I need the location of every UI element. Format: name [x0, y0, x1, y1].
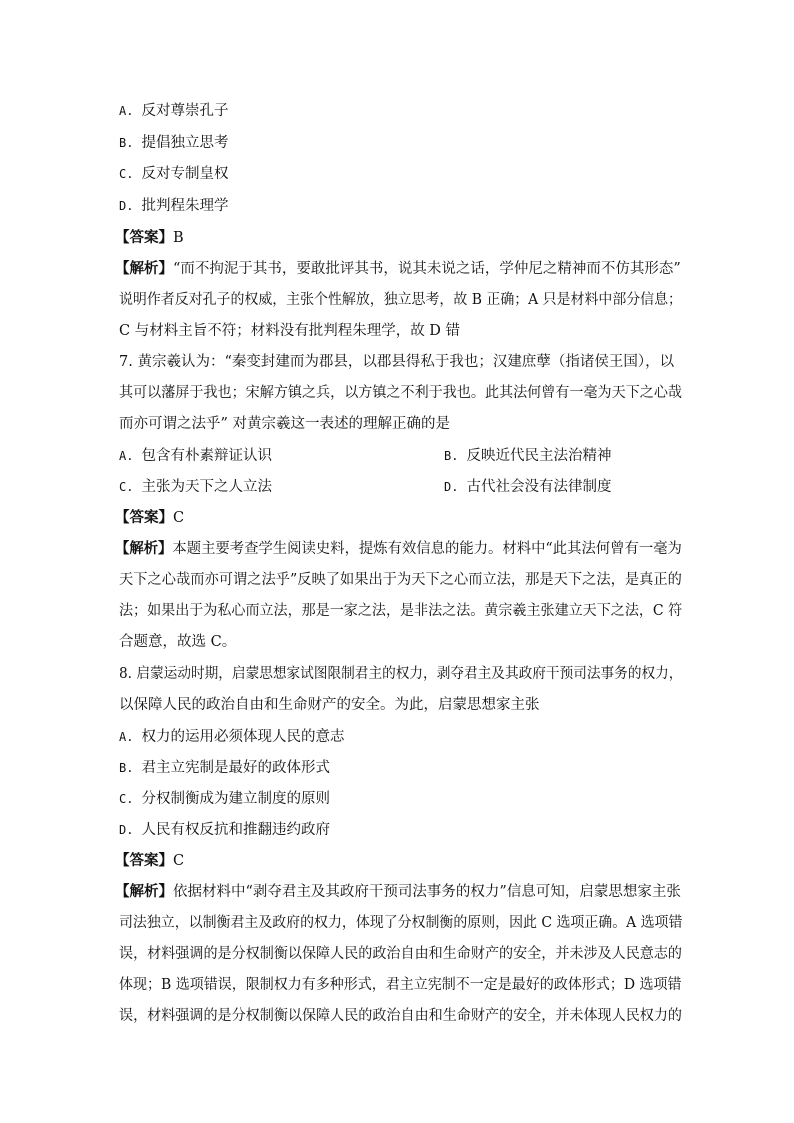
option-text: 分权制衡成为建立制度的原则 [141, 791, 330, 807]
q8-analysis-line-4: 体现；B 选项错误，限制权力有多种形式，君主立宪制不一定是最好的政体形式；D 选项错 [119, 977, 682, 993]
option-text: 包含有朴素辩证认识 [141, 448, 272, 464]
answer-tag: 【答案】 [115, 229, 173, 246]
option-label: C. [119, 167, 134, 181]
q8-option-a [119, 727, 344, 747]
q8-option-c [119, 789, 330, 809]
answer-tag: 【答案】 [115, 509, 173, 526]
option-label: D. [119, 823, 134, 837]
option-text: 古代社会没有法律制度 [466, 479, 612, 495]
option-text: 反对尊崇孔子 [141, 103, 229, 119]
q8-analysis-line-1 [115, 882, 681, 902]
q7-analysis-line-3: 法；如果出于为私心而立法，那是一家之法，是非法之法。黄宗羲主张建立天下之法，C 符 [119, 603, 683, 619]
option-label: A. [119, 449, 134, 463]
option-label: B. [444, 449, 459, 463]
option-text: 提倡独立思考 [141, 135, 229, 151]
q7-option-a [119, 446, 272, 466]
analysis-text: 本题主要考查学生阅读史料，提炼有效信息的能力。材料中“此其法何曾有一毫为 [172, 541, 682, 557]
analysis-tag: 【解析】 [115, 540, 173, 557]
q8-stem-line-2: 以保障人民的政治自由和生命财产的安全。为此，启蒙思想家主张 [119, 697, 540, 713]
option-label: D. [444, 480, 459, 494]
option-label: D. [119, 199, 134, 213]
option-label: B. [119, 761, 134, 775]
q8-analysis-line-2: 司法独立，以制衡君主及政府的权力，体现了分权制衡的原则，因此 C 选项正确。A 选项错 [119, 915, 683, 931]
q8-analysis-line-3: 误，材料强调的是分权制衡以保障人民的政治自由和生命财产的安全，并未涉及人民意志的 [119, 946, 683, 962]
answer-tag: 【答案】 [115, 852, 173, 869]
answer-value: C [173, 853, 185, 869]
q6-analysis-line-2: 说明作者反对孔子的权威，主张个性解放，独立思考，故 B 正确；A 只是材料中部分信息； [119, 292, 682, 308]
q6-answer [115, 228, 184, 248]
q8-option-d [119, 820, 330, 840]
option-text: 批判程朱理学 [141, 198, 229, 214]
analysis-tag: 【解析】 [115, 260, 173, 277]
option-label: A. [119, 104, 134, 118]
q7-answer [115, 508, 184, 528]
q6-option-b [119, 133, 228, 153]
q8-answer [115, 851, 184, 871]
q6-analysis-line-3: C 与材料主旨不符；材料没有批判程朱理学，故 D 错 [119, 323, 461, 339]
option-text: 主张为天下之人立法 [141, 479, 272, 495]
q7-analysis-line-4: 合题意，故选 C。 [119, 634, 237, 650]
q6-option-d [119, 196, 228, 216]
q6-option-a [119, 101, 228, 121]
q7-stem-line-3: 而亦可谓之法乎” 对黄宗羲这一表述的理解正确的是 [119, 416, 451, 432]
q8-option-b [119, 758, 330, 778]
q6-option-c [119, 164, 228, 184]
option-label: B. [119, 136, 134, 150]
option-label: A. [119, 730, 134, 744]
analysis-text: 依据材料中“剥夺君主及其政府干预司法事务的权力”信息可知，启蒙思想家主张 [173, 884, 681, 900]
q7-option-b [444, 446, 611, 466]
analysis-text: “而不拘泥于其书，要敢批评其书，说其未说之话，学仲尼之精神而不仿其形态” [173, 261, 681, 277]
q8-stem-line-1: 8. 启蒙运动时期，启蒙思想家试图限制君主的权力，剥夺君主及其政府干预司法事务的权力， [119, 666, 683, 682]
q7-option-d [444, 477, 611, 497]
option-text: 反映近代民主法治精神 [466, 448, 612, 464]
option-text: 人民有权反抗和推翻违约政府 [141, 822, 330, 838]
option-text: 权力的运用必须体现人民的意志 [141, 729, 345, 745]
analysis-tag: 【解析】 [115, 883, 173, 900]
option-label: C. [119, 792, 134, 806]
q8-analysis-line-5: 误，材料强调的是分权制衡以保障人民的政治自由和生命财产的安全，并未体现人民权力的 [119, 1008, 683, 1024]
q6-analysis-line-1 [115, 259, 681, 279]
q7-option-c [119, 477, 272, 497]
q7-analysis-line-1 [115, 539, 682, 559]
option-text: 反对专制皇权 [141, 166, 229, 182]
q7-stem-line-2: 其可以藩屏于我也；宋解方镇之兵，以方镇之不利于我也。此其法何曾有一毫为天下之心哉 [119, 385, 683, 401]
answer-value: B [173, 230, 184, 246]
q7-analysis-line-2: 天下之心哉而亦可谓之法乎”反映了如果出于为天下之心而立法，那是天下之法，是真正的 [119, 572, 682, 588]
option-text: 君主立宪制是最好的政体形式 [141, 760, 330, 776]
answer-value: C [173, 510, 185, 526]
q7-stem-line-1: 7. 黄宗羲认为：“秦变封建而为郡县，以郡县得私于我也；汉建庶孽（指诸侯王国），以 [119, 354, 675, 370]
option-label: C. [119, 480, 134, 494]
